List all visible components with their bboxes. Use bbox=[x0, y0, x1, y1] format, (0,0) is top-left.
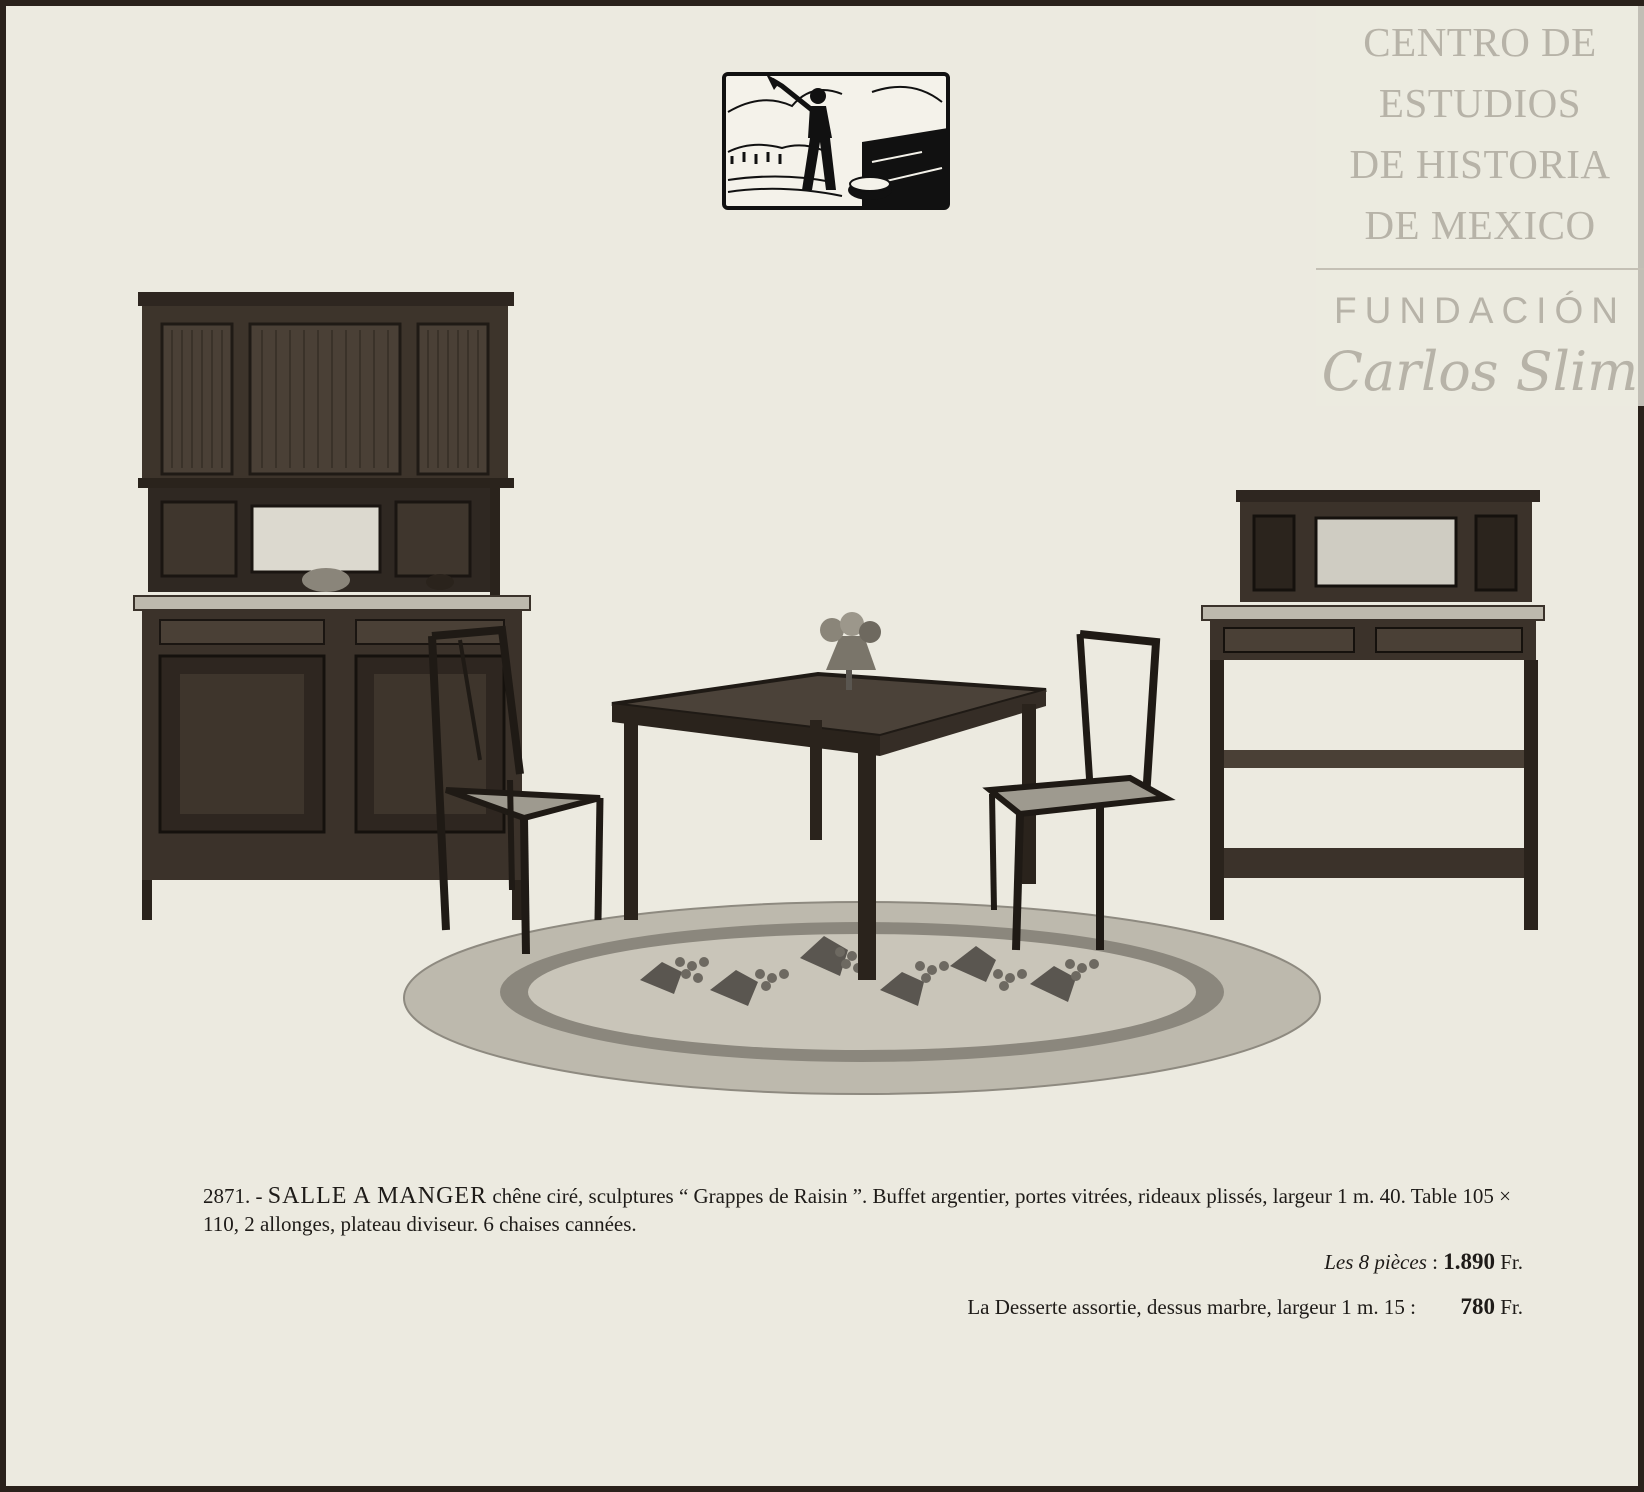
price-label: La Desserte assortie, dessus marbre, largeur 1 m. 15 bbox=[967, 1295, 1405, 1319]
price-amount: 780 bbox=[1460, 1294, 1495, 1319]
price-currency: Fr. bbox=[1500, 1250, 1523, 1274]
product-title: SALLE A MANGER bbox=[267, 1183, 488, 1209]
dining-room-illustration bbox=[120, 290, 1560, 1120]
watermark-institution bbox=[1316, 6, 1644, 256]
buffet-cabinet bbox=[134, 292, 530, 920]
watermark-foundation: FUNDACIÓN bbox=[1334, 290, 1626, 331]
watermark-signature: Carlos Slim bbox=[1321, 340, 1639, 403]
watermark-divider bbox=[1316, 268, 1644, 270]
woodcutter-vignette bbox=[722, 72, 950, 210]
watermark-line: ESTUDIOS bbox=[1378, 80, 1582, 126]
price-row-set bbox=[203, 1248, 1523, 1276]
watermark-line: CENTRO DE bbox=[1363, 19, 1597, 65]
price-separator: : bbox=[1410, 1295, 1416, 1319]
price-amount: 1.890 bbox=[1443, 1249, 1495, 1274]
catalog-number: 2871. - bbox=[203, 1184, 263, 1208]
catalog-caption bbox=[203, 1182, 1523, 1321]
watermark-line: DE MEXICO bbox=[1364, 202, 1596, 248]
price-separator: : bbox=[1432, 1250, 1438, 1274]
chair-right bbox=[990, 634, 1166, 950]
archive-watermark bbox=[1316, 6, 1644, 406]
watermark-line: DE HISTORIA bbox=[1349, 141, 1611, 187]
desserte-sideboard bbox=[1202, 490, 1544, 930]
caption-description bbox=[203, 1182, 1523, 1238]
price-row-desserte bbox=[203, 1293, 1523, 1321]
price-label: Les 8 pièces bbox=[1324, 1250, 1427, 1274]
product-description: chêne ciré, sculptures “ Grappes de Raisin ”. Buffet argentier, portes vitrées, rideaux plissés, largeur 1 m. 40. Table 105 × 110, 2 allonges, plateau diviseur. 6 chaises cannées. bbox=[203, 1184, 1511, 1236]
price-currency: Fr. bbox=[1500, 1295, 1523, 1319]
